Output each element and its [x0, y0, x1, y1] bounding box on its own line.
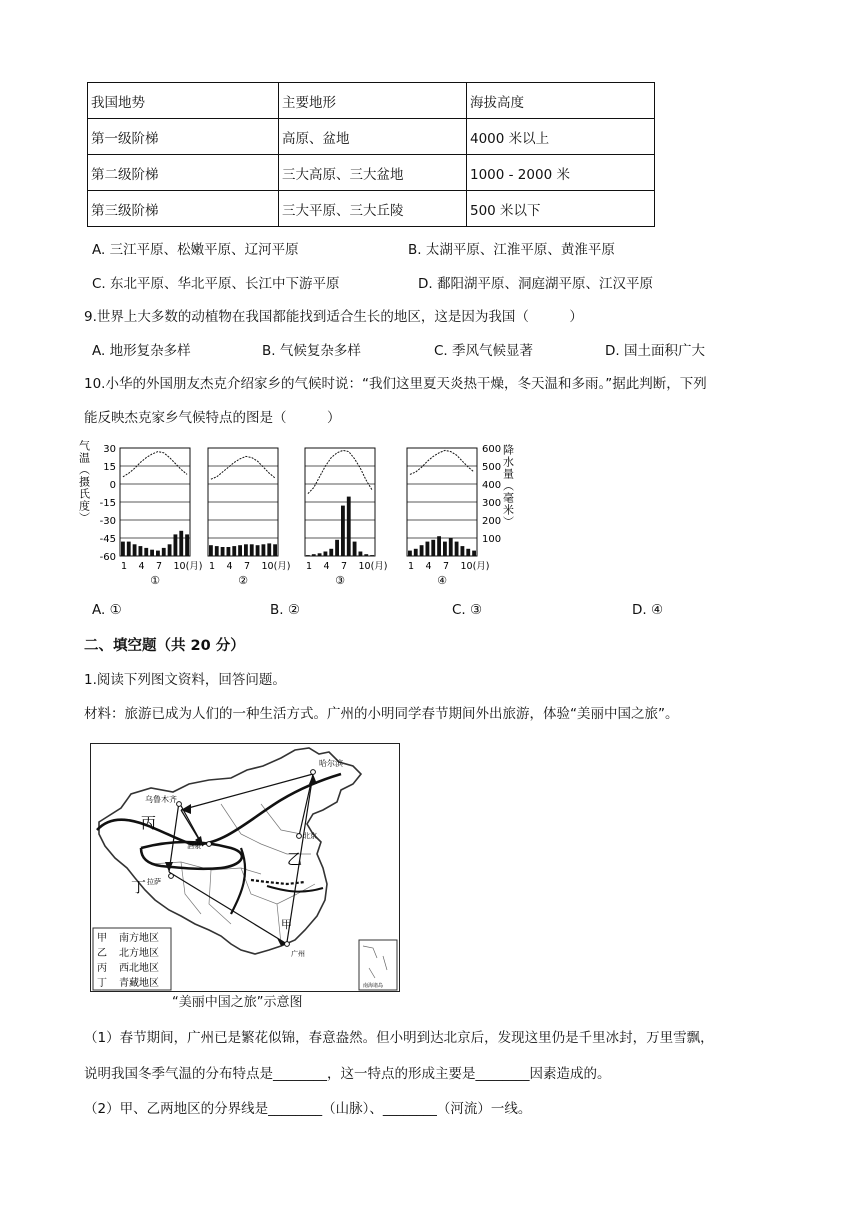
q10-option-c: C. ③: [452, 602, 483, 618]
city-label-jiuquan: 酒泉: [187, 842, 201, 850]
precipitation-bar: [437, 536, 441, 556]
table-row: [88, 191, 655, 227]
legend-key-yi: 乙: [97, 948, 107, 959]
month-tick-label: 4: [323, 561, 330, 572]
table-cell: 第三级阶梯: [88, 191, 279, 227]
table-header-cell: 海拔高度: [467, 83, 655, 119]
temperature-tick-label: -30: [99, 516, 116, 527]
temperature-curve: [123, 452, 187, 477]
precipitation-bar: [244, 544, 248, 556]
table-cell: 500 米以下: [467, 191, 655, 227]
precipitation-bar: [168, 544, 172, 556]
question-1-line1: （1）春节期间，广州已是繁花似锦，春意盎然。但小明到达北京后，发现这里仍是千里冰封，万里雪飘，: [84, 1030, 714, 1046]
region-mark-ding: 丁: [131, 878, 147, 896]
precipitation-tick-label: 500: [482, 462, 502, 473]
q9-stem: 9.世界上大多数的动植物在我国都能找到适合生长的地区，这是因为我国（ ）: [84, 309, 583, 325]
month-tick-label: 7: [341, 561, 348, 572]
precipitation-bar: [121, 542, 125, 556]
city-label-lhasa: 拉萨: [147, 878, 161, 886]
precipitation-axis-label: 降水量（毫米）: [501, 444, 515, 528]
q9-option-c: C. 季风气候显著: [434, 343, 534, 359]
precipitation-bar: [133, 544, 137, 556]
precipitation-bar: [461, 546, 465, 556]
city-label-urumqi: 乌鲁木齐: [145, 795, 177, 804]
table-cell: 第一级阶梯: [88, 119, 279, 155]
month-tick-label: 7: [156, 561, 163, 572]
precipitation-tick-label: 600: [482, 444, 502, 455]
table-header-cell: 主要地形: [279, 83, 467, 119]
climate-panel: [208, 448, 291, 587]
temperature-tick-label: -60: [99, 552, 116, 563]
precipitation-bar: [215, 546, 219, 556]
precipitation-bar: [267, 543, 271, 556]
precipitation-bar: [250, 544, 254, 556]
region-mark-jia: 甲: [281, 918, 292, 931]
q10-stem-line1: 10.小华的外国朋友杰克介绍家乡的气候时说：“我们这里夏天炎热干燥，冬天温和多雨。”据此判断，下列: [84, 376, 707, 392]
precipitation-bar: [472, 551, 476, 556]
precipitation-bar: [209, 545, 213, 556]
temperature-curve: [308, 450, 372, 493]
precipitation-bar: [341, 506, 345, 556]
map-drawing: [91, 744, 399, 991]
q1-stem: 1.阅读下列图文资料，回答问题。: [84, 672, 286, 688]
temperature-tick-label: 30: [103, 444, 116, 455]
precipitation-bar: [127, 542, 131, 556]
precipitation-bar: [370, 555, 374, 556]
precipitation-bar: [221, 547, 225, 556]
q9-option-a: A. 地形复杂多样: [92, 343, 191, 359]
map-caption: “美丽中国之旅”示意图: [172, 995, 303, 1010]
q8-option-a: A. 三江平原、松嫩平原、辽河平原: [92, 242, 299, 258]
region-mark-yi: 乙: [287, 850, 303, 868]
q8-option-b: B. 太湖平原、江淮平原、黄淮平原: [408, 242, 615, 258]
precipitation-bar: [318, 553, 322, 556]
month-tick-label: 4: [226, 561, 233, 572]
precipitation-bar: [414, 549, 418, 556]
city-label-harbin: 哈尔滨: [319, 759, 343, 768]
table-row: [88, 155, 655, 191]
boundary-line-west: [231, 848, 245, 914]
temperature-curve: [410, 450, 474, 474]
precipitation-bar: [306, 555, 310, 556]
q10-option-a: A. ①: [92, 602, 122, 618]
precipitation-bar: [185, 534, 189, 556]
city-label-beijing: 北京: [303, 832, 317, 840]
precipitation-bar: [238, 545, 242, 556]
climate-panel: [120, 448, 203, 587]
temperature-tick-label: 15: [103, 462, 116, 473]
china-map: [90, 743, 400, 992]
terrain-table: [87, 82, 655, 227]
legend-label-bing: 西北地区: [119, 963, 159, 974]
precipitation-bar: [359, 552, 363, 557]
month-tick-label: 7: [244, 561, 251, 572]
precipitation-bar: [156, 551, 160, 556]
month-tick-label: 1: [209, 561, 216, 572]
month-tick-label: 1: [306, 561, 313, 572]
month-tick-label: 4: [425, 561, 432, 572]
legend-label-yi: 北方地区: [119, 948, 159, 959]
panel-label: ③: [335, 574, 345, 587]
precipitation-tick-label: 400: [482, 480, 502, 491]
temperature-curve: [211, 456, 275, 479]
precipitation-bar: [426, 542, 430, 556]
table-cell: 高原、盆地: [279, 119, 467, 155]
legend-key-ding: 丁: [97, 978, 107, 989]
table-cell: 4000 米以上: [467, 119, 655, 155]
legend-label-ding: 青藏地区: [119, 978, 159, 989]
climate-panel: [305, 448, 388, 587]
legend-key-jia: 甲: [97, 933, 107, 944]
precipitation-bar: [335, 540, 339, 556]
month-tick-label: 10(月): [460, 561, 490, 572]
temperature-tick-label: -45: [99, 534, 116, 545]
precipitation-bar: [353, 542, 357, 556]
legend-key-bing: 丙: [97, 963, 107, 974]
month-tick-label: 10(月): [173, 561, 203, 572]
material-text: 材料：旅游已成为人们的一种生活方式。广州的小明同学春节期间外出旅游，体验“美丽中国之旅”。: [84, 706, 679, 722]
question-1-line2: 说明我国冬季气温的分布特点是________，这一特点的形成主要是________因素造成的。: [84, 1066, 611, 1082]
temperature-axis-label: 气温（摄氏度）: [77, 440, 91, 524]
month-tick-label: 4: [138, 561, 145, 572]
precipitation-bar: [144, 548, 148, 556]
table-cell: 三大平原、三大丘陵: [279, 191, 467, 227]
month-tick-label: 7: [443, 561, 450, 572]
q8-option-d: D. 鄱阳湖平原、洞庭湖平原、江汉平原: [418, 276, 653, 292]
panel-label: ②: [238, 574, 248, 587]
table-header-row: [88, 83, 655, 119]
question-2: （2）甲、乙两地区的分界线是________（山脉）、________（河流）一线。: [84, 1101, 532, 1117]
precipitation-tick-label: 300: [482, 498, 502, 509]
q10-stem-line2: 能反映杰克家乡气候特点的图是（ ）: [84, 410, 341, 426]
precipitation-bar: [312, 554, 316, 556]
month-tick-label: 10(月): [261, 561, 291, 572]
precipitation-bar: [364, 554, 368, 556]
temperature-tick-label: -15: [99, 498, 116, 509]
precipitation-bar: [408, 551, 412, 556]
inset-label: 南海诸岛: [363, 983, 384, 989]
panel-label: ①: [150, 574, 160, 587]
table-cell: 第二级阶梯: [88, 155, 279, 191]
precipitation-bar: [256, 545, 260, 556]
precipitation-bar: [347, 497, 351, 556]
precipitation-bar: [329, 549, 333, 556]
legend-label-jia: 南方地区: [119, 933, 159, 944]
precipitation-bar: [443, 542, 447, 556]
precipitation-bar: [174, 534, 178, 556]
precipitation-tick-label: 200: [482, 516, 502, 527]
table-cell: 1000 - 2000 米: [467, 155, 655, 191]
q8-option-c: C. 东北平原、华北平原、长江中下游平原: [92, 276, 340, 292]
precipitation-bar: [139, 546, 143, 556]
section-heading: 二、填空题（共 20 分）: [84, 638, 245, 654]
q10-option-b: B. ②: [270, 602, 300, 618]
precipitation-bar: [150, 550, 154, 556]
q9-option-b: B. 气候复杂多样: [262, 343, 361, 359]
precipitation-bar: [262, 544, 266, 556]
precipitation-bar: [420, 545, 424, 556]
temperature-tick-label: 0: [109, 480, 116, 491]
precipitation-tick-label: 100: [482, 534, 502, 545]
precipitation-bar: [273, 544, 277, 556]
panel-label: ④: [437, 574, 447, 587]
table-row: [88, 119, 655, 155]
precipitation-bar: [227, 547, 231, 556]
month-tick-label: 1: [408, 561, 415, 572]
precipitation-bar: [232, 546, 236, 556]
month-tick-label: 10(月): [358, 561, 388, 572]
table-cell: 三大高原、三大盆地: [279, 155, 467, 191]
month-tick-label: 1: [121, 561, 128, 572]
precipitation-bar: [431, 540, 435, 556]
precipitation-bar: [466, 549, 470, 556]
q9-option-d: D. 国土面积广大: [605, 343, 705, 359]
precipitation-bar: [324, 552, 328, 557]
precipitation-bar: [162, 548, 166, 556]
region-mark-bing: 丙: [141, 814, 157, 832]
table-header-cell: 我国地势: [88, 83, 279, 119]
city-label-guangzhou: 广州: [291, 950, 305, 958]
climate-charts: [76, 436, 516, 596]
precipitation-bar: [449, 538, 453, 556]
precipitation-bar: [455, 542, 459, 556]
q10-option-d: D. ④: [632, 602, 664, 618]
precipitation-bar: [179, 531, 183, 556]
climate-panel: [407, 448, 490, 587]
